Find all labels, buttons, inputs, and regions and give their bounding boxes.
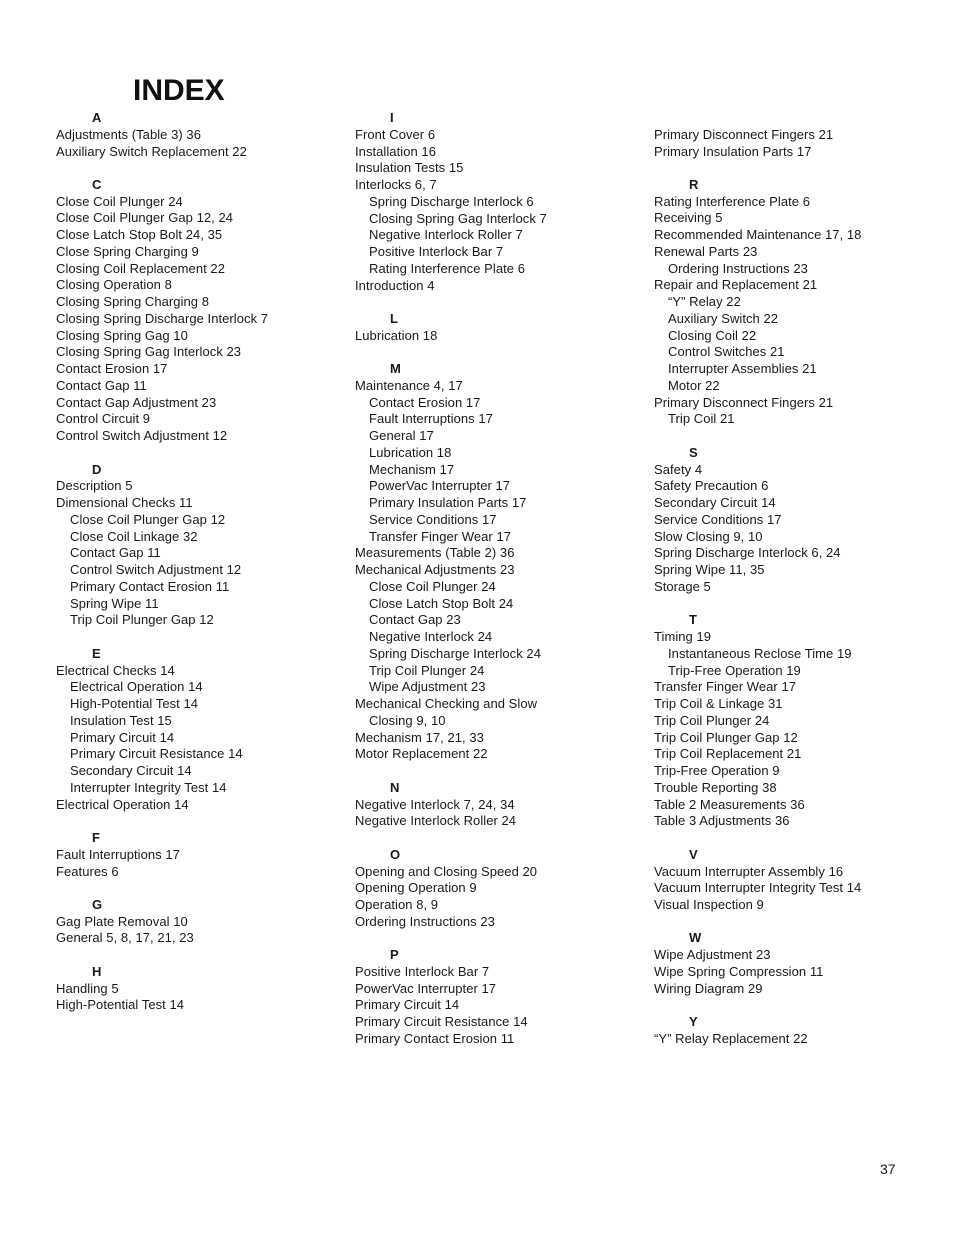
index-group [56, 646, 346, 814]
index-entry: PowerVac Interrupter 17 [355, 980, 497, 996]
index-group [355, 361, 645, 763]
index-entry: Table 2 Measurements 36 [654, 796, 805, 812]
index-entry: Wipe Spring Compression 11 [654, 963, 824, 979]
index-entry: Dimensional Checks 11 [56, 495, 193, 511]
index-group [56, 830, 346, 880]
index-entry: Control Switch Adjustment 12 [56, 428, 228, 444]
index-entry: Table 3 Adjustments 36 [654, 813, 790, 829]
index-entry: Close Latch Stop Bolt 24, 35 [56, 227, 223, 243]
index-entry: Renewal Parts 23 [654, 243, 758, 259]
index-group [355, 110, 645, 294]
index-group [56, 177, 346, 445]
index-subentry: Mechanism 17 [369, 461, 455, 477]
page-title: INDEX [133, 74, 225, 107]
index-entry: Gag Plate Removal 10 [56, 913, 188, 929]
index-subentry: Close Coil Plunger 24 [369, 578, 496, 594]
index-entry: General 5, 8, 17, 21, 23 [56, 930, 194, 946]
index-subentry: Trip Coil Plunger Gap 12 [70, 612, 214, 628]
index-subentry: Primary Insulation Parts 17 [369, 495, 527, 511]
index-entry: Safety Precaution 6 [654, 478, 769, 494]
index-entry: Primary Contact Erosion 11 [355, 1030, 515, 1046]
section-letter [654, 110, 934, 127]
index-subentry: General 17 [369, 428, 434, 444]
index-entry: Contact Gap 11 [56, 377, 147, 393]
index-subentry: Negative Interlock Roller 7 [369, 227, 523, 243]
index-group [56, 897, 346, 947]
section-letter: E [92, 645, 101, 661]
index-group [654, 177, 934, 428]
index-entry: Adjustments (Table 3) 36 [56, 126, 201, 142]
index-column-1 [56, 110, 346, 1031]
index-column-2 [355, 110, 645, 1064]
index-entry: Trip Coil Plunger 24 [654, 712, 770, 728]
section-letter: P [390, 947, 399, 963]
index-entry: Spring Discharge Interlock 6, 24 [654, 545, 841, 561]
index-entry: Safety 4 [654, 461, 703, 477]
index-entry: Primary Disconnect Fingers 21 [654, 126, 834, 142]
index-entry: Front Cover 6 [355, 126, 436, 142]
index-group [355, 947, 645, 1048]
section-letter: F [92, 830, 100, 845]
index-subentry: Lubrication 18 [369, 444, 452, 460]
index-entry: Installation 16 [355, 143, 436, 159]
index-group [56, 110, 346, 160]
index-subentry: Closing Coil 22 [668, 327, 757, 343]
index-entry: Visual Inspection 9 [654, 897, 764, 912]
index-entry: Positive Interlock Bar 7 [355, 963, 490, 979]
index-entry: Storage 5 [654, 578, 711, 594]
section-letter: O [390, 846, 401, 862]
index-subentry: Control Switch Adjustment 12 [70, 562, 242, 578]
index-entry: Auxiliary Switch Replacement 22 [56, 143, 247, 159]
index-group [355, 780, 645, 830]
index-group [654, 110, 934, 160]
section-letter: L [390, 310, 398, 326]
section-letter: V [689, 846, 698, 862]
index-entry: Close Coil Plunger 24 [56, 193, 183, 209]
index-entry: “Y” Relay Replacement 22 [654, 1030, 808, 1046]
index-entry: Interlocks 6, 7 [355, 177, 437, 192]
index-subentry: Electrical Operation 14 [70, 679, 203, 695]
index-entry: Vacuum Interrupter Integrity Test 14 [654, 880, 862, 896]
section-letter: N [390, 779, 400, 795]
index-group [654, 847, 934, 914]
index-subentry: Contact Erosion 17 [369, 394, 481, 410]
index-entry: Mechanical Adjustments 23 [355, 562, 515, 578]
index-entry: Lubrication 18 [355, 327, 438, 343]
index-subentry: Contact Gap 11 [70, 545, 161, 561]
index-subentry: High-Potential Test 14 [70, 696, 199, 712]
index-entry: Primary Circuit Resistance 14 [355, 1014, 528, 1030]
index-entry: Trip Coil Plunger Gap 12 [654, 729, 798, 745]
section-letter: I [390, 110, 394, 125]
section-letter: S [689, 444, 698, 460]
page-number: 37 [880, 1161, 896, 1177]
index-entry: Repair and Replacement 21 [654, 277, 818, 293]
index-column-3 [654, 110, 934, 1064]
index-entry: Primary Insulation Parts 17 [654, 143, 812, 159]
index-entry: Receiving 5 [654, 210, 723, 226]
index-entry: Trip Coil & Linkage 31 [654, 696, 783, 712]
index-entry: Wiring Diagram 29 [654, 980, 763, 996]
index-entry: Measurements (Table 2) 36 [355, 545, 515, 561]
section-letter: H [92, 963, 102, 979]
index-entry: Slow Closing 9, 10 [654, 528, 763, 544]
index-subentry: Auxiliary Switch 22 [668, 310, 779, 326]
index-subentry: “Y” Relay 22 [668, 294, 741, 310]
index-entry: Trip-Free Operation 9 [654, 763, 780, 779]
index-entry: Operation 8, 9 [355, 897, 439, 912]
index-subentry: Close Coil Plunger Gap 12 [70, 511, 226, 527]
index-subentry: Spring Discharge Interlock 6 [369, 193, 534, 209]
index-subentry: Instantaneous Reclose Time 19 [668, 645, 852, 661]
index-entry: Electrical Checks 14 [56, 662, 175, 678]
index-subentry: Service Conditions 17 [369, 511, 497, 527]
index-entry: Secondary Circuit 14 [654, 495, 776, 511]
index-entry: Spring Wipe 11, 35 [654, 562, 765, 578]
index-entry: Primary Disconnect Fingers 21 [654, 394, 834, 410]
index-subentry: Wipe Adjustment 23 [369, 679, 486, 695]
index-entry: Closing Spring Gag Interlock 23 [56, 344, 242, 360]
index-subentry: Rating Interference Plate 6 [369, 260, 525, 276]
index-subentry: Negative Interlock 24 [369, 629, 493, 645]
section-letter: W [689, 930, 702, 946]
index-entry: Wipe Adjustment 23 [654, 947, 771, 963]
index-entry: Handling 5 [56, 980, 119, 996]
index-entry: Closing Spring Charging 8 [56, 294, 210, 310]
index-subentry: Positive Interlock Bar 7 [369, 244, 504, 259]
index-entry: Mechanical Checking and Slow [355, 696, 538, 712]
index-entry: Close Coil Plunger Gap 12, 24 [56, 210, 234, 226]
index-subentry: Primary Contact Erosion 11 [70, 578, 230, 594]
index-group [56, 964, 346, 1014]
index-entry: Trouble Reporting 38 [654, 779, 777, 795]
index-group [654, 612, 934, 830]
index-subentry: Interrupter Assemblies 21 [668, 361, 817, 377]
section-letter: C [92, 176, 102, 192]
index-entry: Contact Erosion 17 [56, 361, 168, 377]
index-group [56, 462, 346, 630]
index-group [654, 445, 934, 596]
index-subentry: Control Switches 21 [668, 344, 785, 360]
index-entry: Mechanism 17, 21, 33 [355, 729, 484, 745]
index-entry: Electrical Operation 14 [56, 796, 189, 812]
index-group [654, 1014, 934, 1048]
index-entry: Control Circuit 9 [56, 411, 151, 427]
section-letter: M [390, 361, 401, 377]
index-entry: Features 6 [56, 863, 119, 879]
index-group [355, 847, 645, 931]
index-subentry: PowerVac Interrupter 17 [369, 478, 511, 494]
index-subentry: Closing Spring Gag Interlock 7 [369, 210, 547, 226]
index-subentry: Fault Interruptions 17 [369, 411, 493, 427]
section-letter: R [689, 176, 699, 192]
index-entry: Maintenance 4, 17 [355, 377, 463, 393]
index-subentry: Ordering Instructions 23 [668, 260, 808, 276]
index-entry: Recommended Maintenance 17, 18 [654, 227, 862, 243]
index-group [654, 930, 934, 997]
index-entry: Motor Replacement 22 [355, 746, 488, 762]
index-entry: Introduction 4 [355, 277, 435, 293]
index-entry: Opening and Closing Speed 20 [355, 863, 538, 879]
index-subentry: Secondary Circuit 14 [70, 763, 192, 779]
index-entry: Rating Interference Plate 6 [654, 193, 810, 209]
index-subentry: Primary Circuit Resistance 14 [70, 746, 243, 762]
index-entry: Service Conditions 17 [654, 511, 782, 527]
index-subentry: Primary Circuit 14 [70, 729, 175, 745]
index-subentry: Trip-Free Operation 19 [668, 662, 801, 678]
index-subentry: Insulation Test 15 [70, 712, 172, 728]
index-subentry: Transfer Finger Wear 17 [369, 528, 512, 544]
index-entry: Vacuum Interrupter Assembly 16 [654, 863, 844, 879]
index-entry: Fault Interruptions 17 [56, 846, 180, 862]
index-entry: Contact Gap Adjustment 23 [56, 394, 217, 410]
index-subentry: Contact Gap 23 [369, 612, 461, 628]
index-subentry: Spring Discharge Interlock 24 [369, 645, 541, 661]
index-entry: Opening Operation 9 [355, 880, 477, 896]
index-subentry: Close Coil Linkage 32 [70, 528, 198, 544]
index-subentry: Trip Coil Plunger 24 [369, 662, 485, 678]
index-entry: Closing Coil Replacement 22 [56, 260, 225, 276]
index-subentry: Interrupter Integrity Test 14 [70, 779, 227, 795]
index-subentry: Close Latch Stop Bolt 24 [369, 595, 514, 611]
index-entry: Close Spring Charging 9 [56, 243, 199, 259]
index-subentry: Closing 9, 10 [369, 712, 446, 728]
index-entry: Ordering Instructions 23 [355, 913, 495, 929]
section-letter: Y [689, 1014, 698, 1030]
index-entry: Primary Circuit 14 [355, 997, 460, 1013]
index-subentry: Motor 22 [668, 377, 720, 393]
section-letter: T [689, 612, 697, 628]
index-entry: Closing Spring Gag 10 [56, 327, 188, 343]
index-subentry: Spring Wipe 11 [70, 595, 159, 611]
index-entry: Closing Spring Discharge Interlock 7 [56, 310, 269, 326]
index-entry: Negative Interlock 7, 24, 34 [355, 796, 515, 812]
index-entry: Closing Operation 8 [56, 277, 172, 293]
index-entry: High-Potential Test 14 [56, 997, 185, 1013]
section-letter: G [92, 896, 103, 912]
section-letter: A [92, 110, 102, 125]
index-group [355, 311, 645, 345]
index-entry: Timing 19 [654, 629, 712, 645]
index-entry: Negative Interlock Roller 24 [355, 813, 517, 829]
index-entry: Insulation Tests 15 [355, 160, 464, 176]
index-subentry: Trip Coil 21 [668, 411, 735, 427]
section-letter: D [92, 461, 102, 477]
index-entry: Trip Coil Replacement 21 [654, 746, 802, 762]
index-entry: Description 5 [56, 478, 133, 494]
index-entry: Transfer Finger Wear 17 [654, 679, 797, 695]
